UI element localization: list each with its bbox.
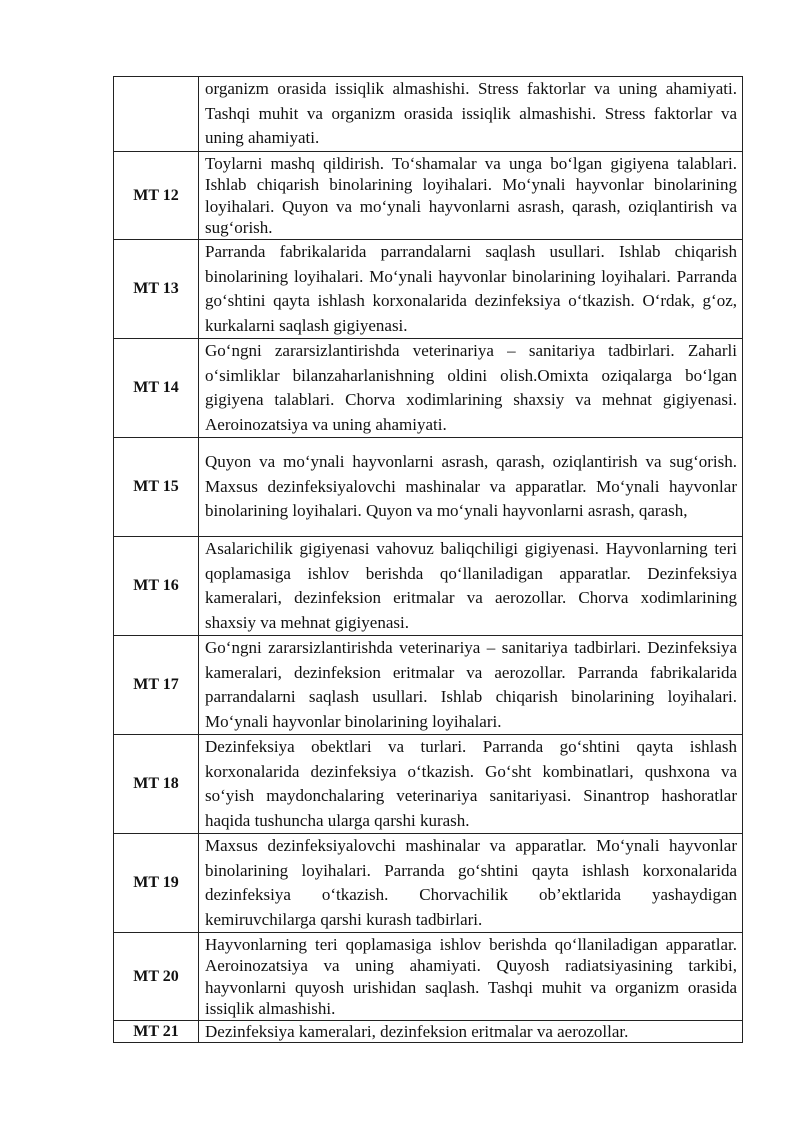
topic-code: MT 19 xyxy=(114,834,199,933)
topic-code: MT 20 xyxy=(114,933,199,1021)
topic-code: MT 12 xyxy=(114,152,199,240)
topics-table xyxy=(113,76,743,1043)
table-row xyxy=(114,438,743,537)
topic-code: MT 18 xyxy=(114,735,199,834)
table-row xyxy=(114,735,743,834)
table-row xyxy=(114,240,743,339)
table-row xyxy=(114,152,743,240)
table-row xyxy=(114,933,743,1021)
table-row xyxy=(114,77,743,152)
topic-description: Go‘ngni zararsizlantirishda veterinariya – sanitariya tadbirlari. Dezinfeksiya kameralari, dezinfeksion eritmalar va aerozollar. Parranda fabrikalarida parrandalarni saqlash usullari. Ishlab chiqarish binolarining loyihalari. Mo‘ynali hayvonlar binolarining loyihalari. xyxy=(199,636,743,735)
topic-description: Parranda fabrikalarida parrandalarni saqlash usullari. Ishlab chiqarish binolarining loyihalari. Mo‘ynali hayvonlar binolarining loyihalari. Parranda go‘shtini qayta ishlash korxonalarida dezinfeksiya o‘tkazish. O‘rdak, g‘oz, kurkalarni saqlash gigiyenasi. xyxy=(199,240,743,339)
topic-description: Toylarni mashq qildirish. To‘shamalar va unga bo‘lgan gigiyena talablari. Ishlab chiqarish binolarining loyihalari. Mo‘ynali hayvonlar binolarining loyihalari. Quyon va mo‘ynali hayvonlarni asrash, qarash, oziqlantirish va sug‘orish. xyxy=(199,152,743,240)
topic-description: Go‘ngni zararsizlantirishda veterinariya – sanitariya tadbirlari. Zaharli o‘simliklar bilanzaharlanishning oldini olish.Omixta oziqalarga bo‘lgan gigiyena talablari. Chorva xodimlarining shaxsiy va mehnat gigiyenasi. Aeroinozatsiya va uning ahamiyati. xyxy=(199,339,743,438)
topic-description: Dezinfeksiya kameralari, dezinfeksion eritmalar va aerozollar. xyxy=(199,1021,743,1043)
topic-code: MT 16 xyxy=(114,537,199,636)
topic-description: Dezinfeksiya obektlari va turlari. Parranda go‘shtini qayta ishlash korxonalarida dezinfeksiya o‘tkazish. Go‘sht kombinatlari, qushxona va so‘yish maydonchalaring veterinariya sanitariyasi. Sinantrop hashoratlar haqida tushuncha ularga qarshi kurash. xyxy=(199,735,743,834)
topic-description: Quyon va mo‘ynali hayvonlarni asrash, qarash, oziqlantirish va sug‘orish. Maxsus dezinfeksiyalovchi mashinalar va apparatlar. Mo‘ynali hayvonlar binolarining loyihalari. Quyon va mo‘ynali hayvonlarni asrash, qarash, xyxy=(199,438,743,537)
table-row xyxy=(114,636,743,735)
document-page xyxy=(113,76,743,1043)
table-row xyxy=(114,834,743,933)
table-row xyxy=(114,339,743,438)
topic-description: Maxsus dezinfeksiyalovchi mashinalar va apparatlar. Mo‘ynali hayvonlar binolarining loyihalari. Parranda go‘shtini qayta ishlash korxonalarida dezinfeksiya o‘tkazish. Chorvachilik ob’ektlarida yashaydigan kemiruvchilarga qarshi kurash tadbirlari. xyxy=(199,834,743,933)
topic-description: organizm orasida issiqlik almashishi. Stress faktorlar va uning ahamiyati. Tashqi muhit va organizm orasida issiqlik almashishi. Stress faktorlar va uning ahamiyati. xyxy=(199,77,743,152)
topic-description: Asalarichilik gigiyenasi vahovuz baliqchiligi gigiyenasi. Hayvonlarning teri qoplamasiga ishlov berishda qo‘llaniladigan apparatlar. Dezinfeksiya kameralari, dezinfeksion eritmalar va aerozollar. Chorva xodimlarining shaxsiy va mehnat gigiyenasi. xyxy=(199,537,743,636)
table-row xyxy=(114,1021,743,1043)
topic-code: MT 17 xyxy=(114,636,199,735)
topic-code: MT 13 xyxy=(114,240,199,339)
topic-description: Hayvonlarning teri qoplamasiga ishlov berishda qo‘llaniladigan apparatlar. Aeroinozatsiya va uning ahamiyati. Quyosh radiatsiyasining tarkibi, hayvonlarni quyosh urishidan saqlash. Tashqi muhit va organizm orasida issiqlik almashishi. xyxy=(199,933,743,1021)
topic-code: MT 14 xyxy=(114,339,199,438)
topic-code: MT 21 xyxy=(114,1021,199,1043)
table-row xyxy=(114,537,743,636)
topic-code xyxy=(114,77,199,152)
topic-code: MT 15 xyxy=(114,438,199,537)
